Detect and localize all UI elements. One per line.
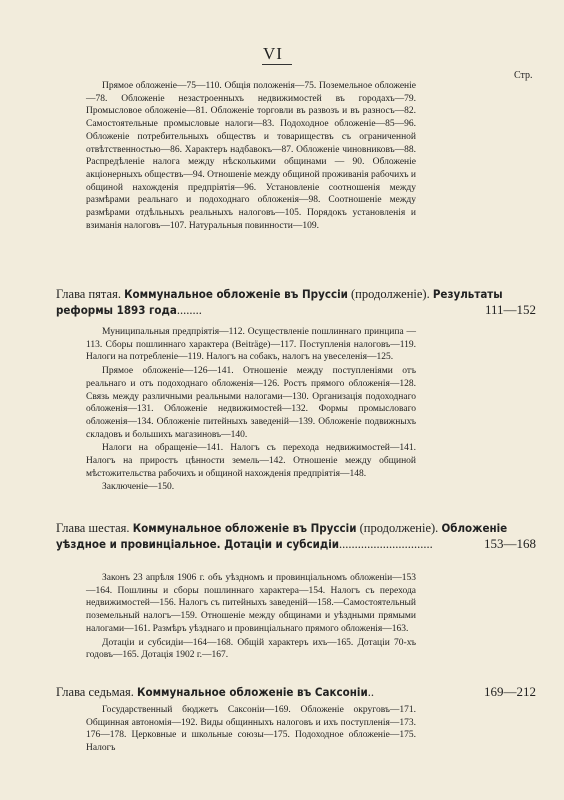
chapter-5-para: Налоги на обращеніе—141. Налогъ съ перехода недвижимостей—141. Налогъ на приростъ цѣнности земель—142. Отношеніе между общиной мѣстожительства рабочихъ и общиной нахожденія предпріятія—148. — [86, 443, 416, 479]
chapter-6-subtitle: Обложеніе уѣздное и провинціальное. Дотаціи и субсидіи — [56, 521, 508, 551]
chapter-6-pages: 153—168 — [484, 536, 536, 551]
chapter-5-title: Коммунальное обложеніе въ Пруссіи — [124, 287, 348, 301]
chapter-6-para: Дотаціи и субсидіи—164—168. Общій характеръ ихъ—165. Дотаціи 70-хъ годовъ—165. Дотація 1902 г.—167. — [86, 637, 416, 661]
intro-paragraph: Прямое обложеніе—75—110. Общія положенія—75. Поземельное обложеніе—78. Обложеніе незастроенныхъ недвижимостей въ городахъ—79. Промысловое обложеніе—81. Обложеніе торговли въ развозъ и въ разносъ—82. Самостоятельные промысловые налоги—83. Подоходное обложеніе—85—96. Обложеніе потребительныхъ обществъ и товариществъ съ ограниченной отвѣтственностью—86. Характеръ надбавокъ—87. Обложеніе чиновниковъ—88. Распредѣленіе налога между нѣсколькими общинами — 90. Обложеніе акціонерныхъ обществъ—94. Отношеніе между общиной проживанія рабочихъ и общиной нахожденія предпріятія—96. Установленіе соотношенія между размѣрами реальнаго и подоходнаго обложенія—98. Соотношеніе между размѣрами отдѣльныхъ реальныхъ налоговъ—105. Порядокъ установленія и взиманія налоговъ—107. Натуральныя повинности—109. — [86, 81, 416, 231]
chapter-6-lead: Глава шестая. — [56, 521, 130, 535]
page-column-header: Стр. — [514, 70, 533, 81]
chapter-6-body — [86, 572, 416, 662]
chapter-6-title: Коммунальное обложеніе въ Пруссіи — [132, 521, 357, 535]
chapter-5-lead: Глава пятая. — [56, 287, 121, 301]
chapter-7-title: Коммунальное обложеніе въ Саксоніи — [137, 685, 368, 699]
chapter-7-pages: 169—212 — [484, 684, 536, 699]
chapter-7-body — [86, 704, 416, 755]
chapter-5-para: Прямое обложеніе—126—141. Отношеніе между поступленіями отъ реальнаго и отъ подоходнаго обложенія—126. Ростъ прямого обложенія—128. Связь между различными реальными налогами—130. Организація подоходнаго обложенія—131. Обложеніе недвижимостей—132. Формы промысловаго обложенія—134. Обложеніе питейныхъ заведеній—139. Обложеніе подвижныхъ складовъ и большихъ магазиновъ—140. — [86, 366, 416, 440]
chapter-5-subtitle: Результаты реформы 1893 года — [56, 287, 503, 317]
chapter-5-dots: ........ — [176, 303, 202, 317]
chapter-5-continued: (продолженіе). — [351, 287, 430, 301]
chapter-6-para: Законъ 23 апрѣля 1906 г. объ уѣздномъ и провинціальномъ обложеніи—153—164. Пошлины и сборы пошлиннаго характера—154. Налогъ съ перехода недвижимостей—156. Налогъ съ питейныхъ заведеній—158.—Самостоятельный поземельный налогъ—159. Отношеніе между общинами и уѣздными прямыми налогами—161. Размѣръ уѣзднаго и провинціальнаго прямого обложенія—163. — [86, 573, 416, 634]
chapter-7-para: Государственный бюджетъ Саксоніи—169. Обложеніе округовъ—171. Общинная автономія—192. Виды общинныхъ налоговъ и ихъ поступленія—173. 176—178. Церковные и школьные союзы—175. Подоходное обложеніе—175. Налогъ — [86, 705, 416, 754]
intro-section — [86, 80, 416, 232]
page-number: VI — [263, 44, 283, 63]
chapter-6-heading — [56, 520, 536, 552]
chapter-5-para: Муниципальныя предпріятія—112. Осуществленіе пошлиннаго принципа — 113. Сборы пошлиннаго характера (Beiträge)—117. Поступленія налоговъ—119. Налоги на потребленіе—119. Налогъ на собакъ, налогъ на увеселенія—125. — [86, 327, 416, 363]
chapter-5-body — [86, 326, 416, 494]
chapter-5-pages: 111—152 — [484, 302, 536, 317]
chapter-7-lead: Глава седьмая. — [56, 685, 134, 699]
chapter-6-continued: (продолженіе). — [359, 521, 439, 535]
chapter-7-heading — [56, 684, 536, 700]
header-rule — [262, 64, 292, 65]
chapter-5-heading — [56, 286, 536, 318]
chapter-7-dots: .. — [367, 685, 374, 699]
chapter-5-para: Заключеніе—150. — [102, 482, 175, 493]
chapter-6-dots: .............................. — [339, 537, 433, 551]
